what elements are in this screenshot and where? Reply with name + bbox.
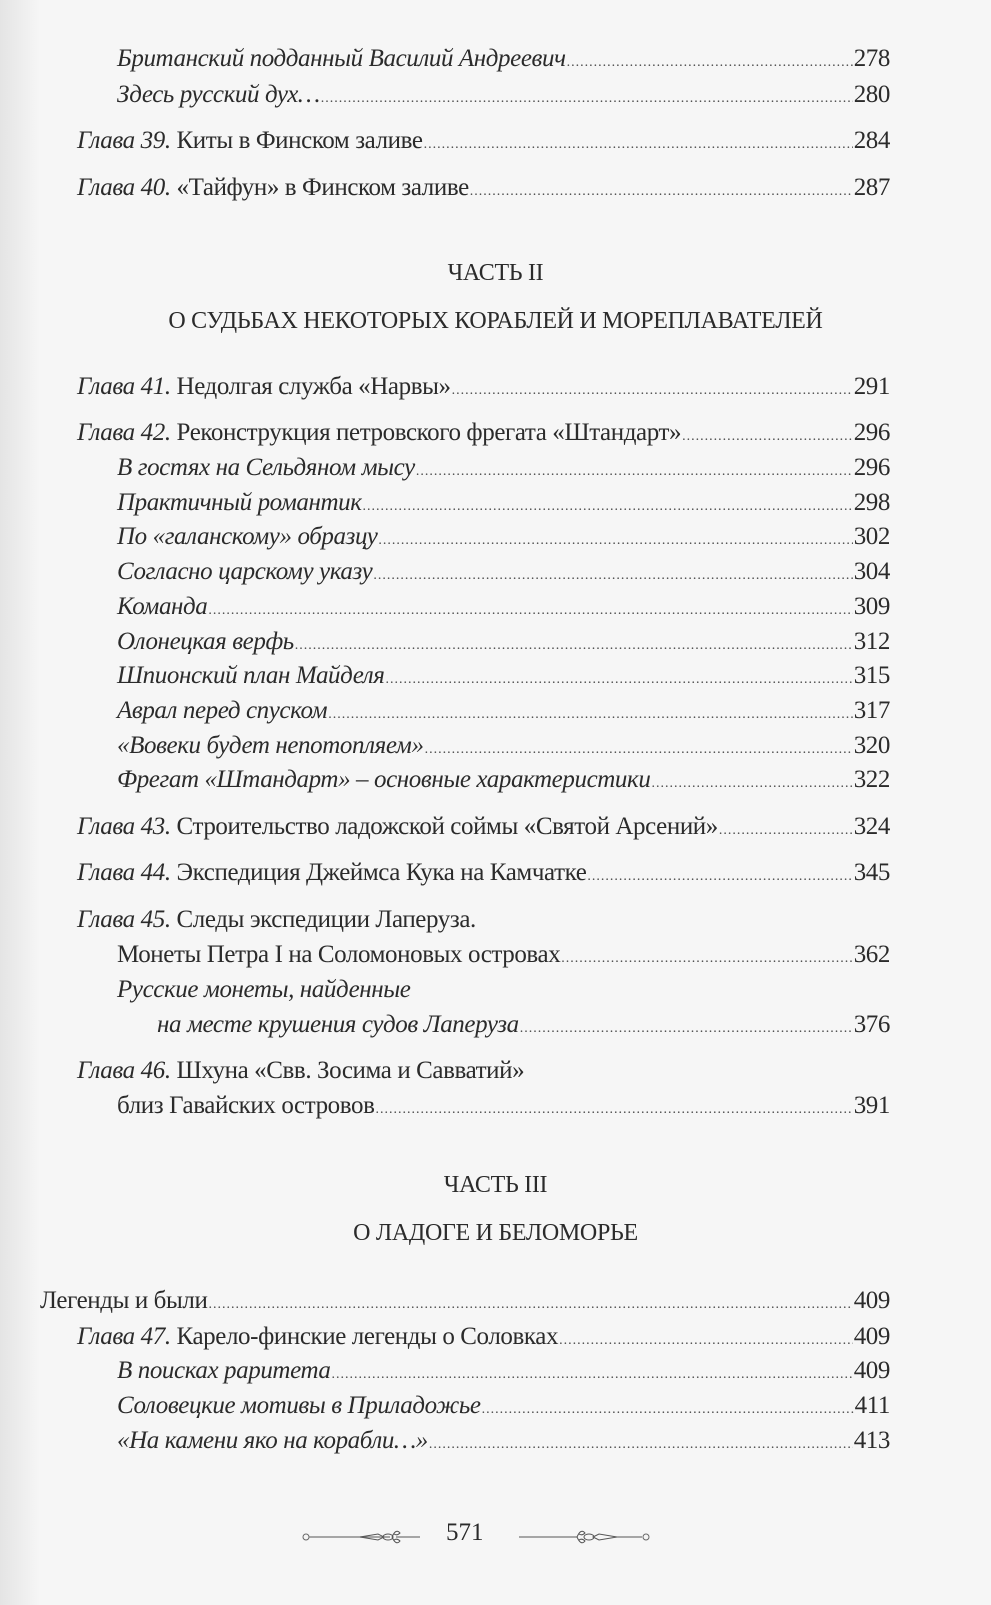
entry-title <box>77 905 476 935</box>
dot-leader <box>559 1326 853 1356</box>
page-number: 296 <box>853 419 890 446</box>
entry-title: «Вовеки будет непотопляем» <box>117 732 424 759</box>
entry-title <box>77 1056 524 1086</box>
entry-title: Британский подданный Василий Андреевич <box>117 45 566 72</box>
entry-title: В гостях на Сельдяном мысу <box>117 454 415 481</box>
page-number: 409 <box>853 1357 890 1384</box>
page-number: 302 <box>853 523 890 550</box>
dot-leader <box>416 457 853 487</box>
dot-leader <box>425 735 853 765</box>
dot-leader <box>719 816 853 846</box>
entry-title: Аврал перед спуском <box>117 697 328 724</box>
toc-entry <box>117 44 890 78</box>
entry-title <box>77 812 718 842</box>
toc-entry <box>40 1286 890 1320</box>
page-number: 280 <box>853 81 890 108</box>
entry-title: Фрегат «Штандарт» – основные характеристики <box>117 766 651 793</box>
part-title: О ЛАДОГЕ И БЕЛОМОРЬЕ <box>353 1220 638 1246</box>
toc-entry <box>117 557 890 591</box>
entry-title: По «галанскому» образцу <box>117 523 378 550</box>
toc-entry <box>117 696 890 730</box>
chapter-label: Глава 39. <box>77 127 171 154</box>
chapter-label: Глава 44. <box>77 859 171 886</box>
page-number: 315 <box>853 662 890 689</box>
toc-entry <box>117 1356 890 1390</box>
entry-title: Здесь русский дух… <box>117 81 320 108</box>
dot-leader <box>424 130 853 160</box>
chapter-label: Глава 40. <box>77 174 171 201</box>
toc-entry <box>117 765 890 799</box>
toc-entry <box>117 975 411 1005</box>
part-heading: ЧАСТЬ II <box>447 260 544 286</box>
page-number: 324 <box>853 813 890 840</box>
chapter-label: Глава 46. <box>77 1057 171 1084</box>
chapter-title: Шхуна «Свв. Зосима и Савватий» <box>170 1057 525 1084</box>
dot-leader <box>561 944 852 974</box>
chapter-title: Карело-финские легенды о Соловках <box>170 1323 559 1350</box>
toc-entry <box>117 661 890 695</box>
page-number: 287 <box>853 174 890 201</box>
page-number: 413 <box>853 1427 890 1454</box>
dot-leader <box>363 492 853 522</box>
page-number: 296 <box>853 454 890 481</box>
chapter-title: Реконструкция петровского фрегата «Штандарт» <box>170 419 682 446</box>
entry-title: Согласно царскому указу <box>117 558 373 585</box>
page-number: 320 <box>853 732 890 759</box>
page-number: 362 <box>853 941 890 968</box>
ornament-flourish-icon <box>517 1525 652 1549</box>
dot-leader <box>587 862 852 892</box>
toc-entry <box>117 522 890 556</box>
toc-entry <box>77 1322 890 1356</box>
dot-leader <box>651 769 852 799</box>
entry-title: Легенды и были <box>40 1287 208 1314</box>
dot-leader <box>520 1014 853 1044</box>
toc-entry <box>117 940 890 974</box>
toc-entry <box>117 1426 890 1460</box>
toc-entry <box>117 1091 890 1125</box>
toc-entry <box>77 905 476 935</box>
entry-title: Монеты Петра I на Соломоновых островах <box>117 941 561 968</box>
entry-title: В поисках раритета <box>117 1357 331 1384</box>
toc-entry <box>117 1391 890 1425</box>
page-gutter-shadow <box>0 0 40 1605</box>
entry-title: близ Гавайских островов <box>117 1092 375 1119</box>
chapter-title: «Тайфун» в Финском заливе <box>170 174 469 201</box>
chapter-title: Недолгая служба «Нарвы» <box>170 373 451 400</box>
toc-entry <box>77 858 890 892</box>
dot-leader <box>376 1095 853 1125</box>
toc-entry <box>77 372 890 406</box>
chapter-title: Следы экспедиции Лаперуза. <box>170 906 476 933</box>
toc-entry <box>77 418 890 452</box>
page-number: 304 <box>853 558 890 585</box>
chapter-label: Глава 43. <box>77 813 171 840</box>
toc-entry <box>117 453 890 487</box>
dot-leader <box>567 48 853 78</box>
dot-leader <box>295 631 853 661</box>
entry-title <box>77 1322 558 1352</box>
page-number: 298 <box>853 489 890 516</box>
part-heading: ЧАСТЬ III <box>443 1172 548 1198</box>
page-number: 376 <box>853 1011 890 1038</box>
dot-leader <box>429 1430 853 1460</box>
entry-title <box>77 418 681 448</box>
entry-title <box>77 126 423 156</box>
entry-title: Команда <box>117 593 208 620</box>
page-number: 409 <box>853 1323 890 1350</box>
page-number: 291 <box>853 373 890 400</box>
entry-title <box>77 858 586 888</box>
page-number: 312 <box>853 628 890 655</box>
dot-leader <box>386 665 853 695</box>
chapter-label: Глава 47. <box>77 1323 171 1350</box>
dot-leader <box>332 1360 853 1390</box>
page-number: 409 <box>853 1287 890 1314</box>
page-number: 391 <box>853 1092 890 1119</box>
page-number: 278 <box>853 45 890 72</box>
toc-entry <box>77 126 890 160</box>
dot-leader <box>208 1290 852 1320</box>
entry-title: на месте крушения судов Лаперуза <box>157 1011 519 1038</box>
entry-title <box>77 372 451 402</box>
entry-title: Олонецкая верфь <box>117 628 294 655</box>
dot-leader <box>378 526 852 556</box>
entry-title: Соловецкие мотивы в Приладожье <box>117 1392 481 1419</box>
chapter-label: Глава 45. <box>77 906 171 933</box>
dot-leader <box>328 700 853 730</box>
toc-entry <box>117 592 890 626</box>
dot-leader <box>321 84 853 114</box>
page-number: 345 <box>853 859 890 886</box>
page-number: 322 <box>853 766 890 793</box>
page-number: 284 <box>853 127 890 154</box>
part-title: О СУДЬБАХ НЕКОТОРЫХ КОРАБЛЕЙ И МОРЕПЛАВАТЕЛЕЙ <box>168 308 823 334</box>
entry-title <box>77 173 469 203</box>
toc-entry <box>157 1010 890 1044</box>
toc-entry <box>77 1056 524 1086</box>
ornament-flourish-icon <box>300 1525 420 1549</box>
dot-leader <box>682 422 853 452</box>
toc-entry <box>77 173 890 207</box>
page-number-footer: 571 <box>446 1519 484 1546</box>
chapter-label: Глава 41. <box>77 373 171 400</box>
page-number: 309 <box>853 593 890 620</box>
page-number: 317 <box>853 697 890 724</box>
entry-title: Русские монеты, найденные <box>117 976 411 1003</box>
toc-entry <box>117 731 890 765</box>
entry-title: «На камени яко на корабли…» <box>117 1427 428 1454</box>
chapter-title: Киты в Финском заливе <box>170 127 423 154</box>
toc-entry <box>77 812 890 846</box>
dot-leader <box>452 376 853 406</box>
toc-entry <box>117 627 890 661</box>
dot-leader <box>373 561 852 591</box>
dot-leader <box>208 596 852 626</box>
chapter-title: Строительство ладожской соймы «Святой Арсений» <box>170 813 718 840</box>
entry-title: Шпионский план Майделя <box>117 662 385 689</box>
dot-leader <box>470 177 853 207</box>
chapter-title: Экспедиция Джеймса Кука на Камчатке <box>170 859 587 886</box>
toc-entry <box>117 80 890 114</box>
toc-entry <box>117 488 890 522</box>
dot-leader <box>482 1395 854 1425</box>
chapter-label: Глава 42. <box>77 419 171 446</box>
entry-title: Практичный романтик <box>117 489 362 516</box>
page-number: 411 <box>854 1392 890 1419</box>
page-footer <box>0 1515 991 1555</box>
